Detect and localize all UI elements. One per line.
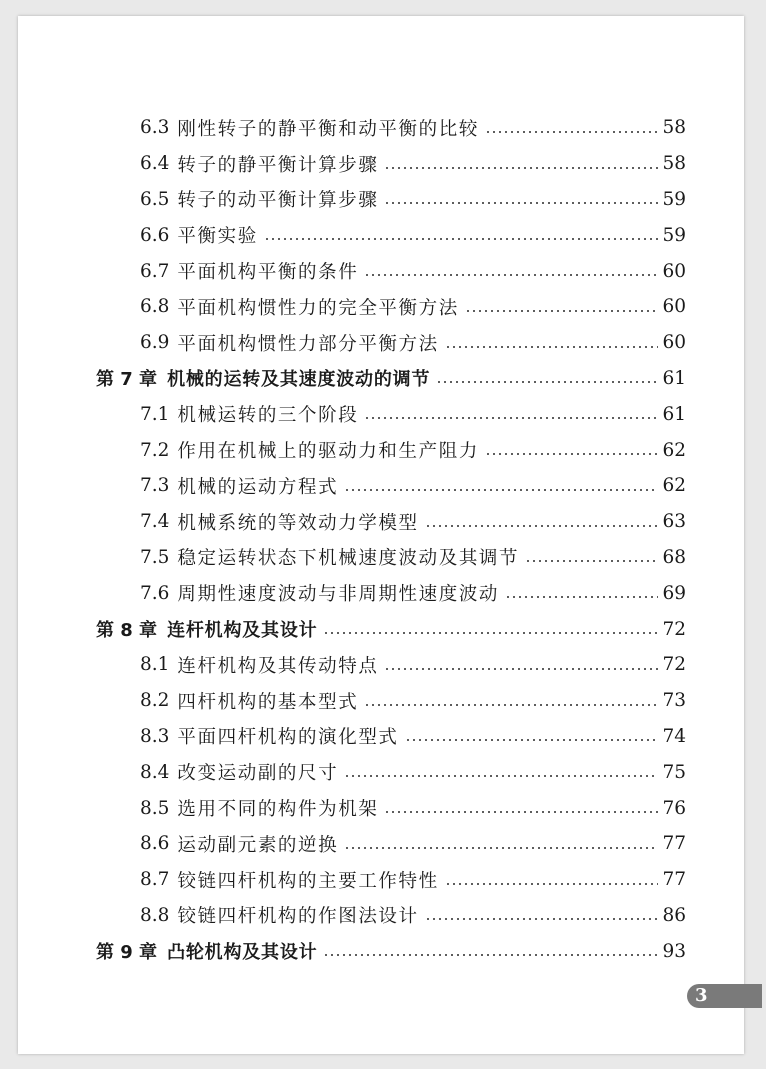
section-title: 刚性转子的静平衡和动平衡的比较 — [177, 118, 479, 140]
toc-section-entry — [96, 253, 686, 289]
toc-section-entry — [96, 504, 686, 540]
toc-section-entry — [96, 325, 686, 361]
page-ref: 61 — [662, 367, 686, 389]
section-title: 周期性速度波动与非周期性速度波动 — [177, 584, 500, 606]
toc-section-entry — [96, 719, 686, 755]
page-ref: 75 — [662, 761, 686, 783]
section-title: 选用不同的构件为机架 — [177, 799, 379, 821]
dot-leader — [436, 381, 658, 383]
page-ref: 93 — [662, 940, 686, 962]
section-title: 转子的动平衡计算步骤 — [177, 190, 379, 212]
section-title: 机械的运动方程式 — [177, 476, 339, 498]
section-title: 运动副元素的逆换 — [177, 834, 339, 856]
chapter-number: 第 7 章 — [96, 369, 158, 391]
section-title: 平面四杆机构的演化型式 — [177, 727, 399, 749]
section-number: 7.3 — [140, 475, 170, 497]
section-number: 7.1 — [140, 403, 170, 425]
page-ref: 62 — [662, 475, 686, 497]
toc-section-entry — [96, 683, 686, 719]
dot-leader — [323, 954, 658, 956]
section-title: 平面机构平衡的条件 — [177, 262, 359, 284]
toc-section-entry — [96, 898, 686, 934]
section-title: 平面机构惯性力部分平衡方法 — [177, 333, 439, 355]
section-number: 6.6 — [140, 224, 170, 246]
section-title: 改变运动副的尺寸 — [177, 763, 339, 785]
dot-leader — [344, 489, 658, 491]
section-number: 7.2 — [140, 439, 170, 461]
dot-leader — [445, 883, 659, 885]
toc-section-entry — [96, 182, 686, 218]
toc-section-entry — [96, 396, 686, 432]
page-ref: 72 — [662, 654, 686, 676]
page-ref: 73 — [662, 690, 686, 712]
section-number: 8.8 — [140, 904, 170, 926]
section-title: 机械系统的等效动力学模型 — [177, 512, 419, 534]
page-ref: 58 — [662, 117, 686, 139]
toc-section-entry — [96, 862, 686, 898]
section-number: 8.7 — [140, 869, 170, 891]
toc-section-entry — [96, 289, 686, 325]
chapter-number: 第 9 章 — [96, 942, 158, 964]
toc-section-entry — [96, 432, 686, 468]
toc-chapter-entry — [96, 933, 686, 969]
section-title: 转子的静平衡计算步骤 — [177, 154, 379, 176]
dot-leader — [525, 560, 658, 562]
page-ref: 61 — [662, 403, 686, 425]
chapter-title: 连杆机构及其设计 — [167, 620, 318, 642]
section-title: 平衡实验 — [177, 226, 258, 248]
section-title: 机械运转的三个阶段 — [177, 405, 359, 427]
toc-section-entry — [96, 468, 686, 504]
dot-leader — [384, 811, 658, 813]
dot-leader — [344, 847, 658, 849]
document-page — [18, 16, 744, 1054]
chapter-title: 凸轮机构及其设计 — [167, 942, 318, 964]
section-title: 作用在机械上的驱动力和生产阻力 — [177, 441, 479, 463]
dot-leader — [384, 202, 658, 204]
page-ref: 60 — [662, 296, 686, 318]
dot-leader — [405, 739, 659, 741]
page-ref: 59 — [662, 188, 686, 210]
dot-leader — [465, 310, 659, 312]
section-number: 8.3 — [140, 725, 170, 747]
section-title: 稳定运转状态下机械速度波动及其调节 — [177, 548, 520, 570]
toc-chapter-entry — [96, 361, 686, 397]
dot-leader — [425, 918, 659, 920]
dot-leader — [485, 453, 659, 455]
page-ref: 74 — [662, 725, 686, 747]
section-title: 铰链四杆机构的作图法设计 — [177, 906, 419, 928]
page-ref: 77 — [662, 833, 686, 855]
section-number: 6.3 — [140, 117, 170, 139]
page-ref: 60 — [662, 332, 686, 354]
dot-leader — [364, 704, 658, 706]
dot-leader — [364, 274, 658, 276]
page-ref: 60 — [662, 260, 686, 282]
dot-leader — [425, 525, 659, 527]
section-number: 8.4 — [140, 761, 170, 783]
toc-chapter-entry — [96, 611, 686, 647]
section-number: 7.6 — [140, 582, 170, 604]
page-ref: 77 — [662, 869, 686, 891]
toc-section-entry — [96, 826, 686, 862]
dot-leader — [323, 632, 658, 634]
toc-section-entry — [96, 647, 686, 683]
page-ref: 58 — [662, 153, 686, 175]
section-title: 铰链四杆机构的主要工作特性 — [177, 870, 439, 892]
toc-section-entry — [96, 146, 686, 182]
page-ref: 62 — [662, 439, 686, 461]
section-number: 7.4 — [140, 511, 170, 533]
toc-section-entry — [96, 217, 686, 253]
page-ref: 63 — [662, 511, 686, 533]
dot-leader — [384, 668, 658, 670]
toc-section-entry — [96, 754, 686, 790]
dot-leader — [445, 346, 659, 348]
page-ref: 69 — [662, 582, 686, 604]
section-number: 8.2 — [140, 690, 170, 712]
section-number: 6.8 — [140, 296, 170, 318]
section-number: 6.5 — [140, 188, 170, 210]
section-number: 6.7 — [140, 260, 170, 282]
page-ref: 76 — [662, 797, 686, 819]
chapter-title: 机械的运转及其速度波动的调节 — [167, 369, 431, 391]
dot-leader — [384, 167, 658, 169]
toc-section-entry — [96, 540, 686, 576]
section-title: 平面机构惯性力的完全平衡方法 — [177, 297, 459, 319]
page-ref: 72 — [662, 618, 686, 640]
toc-section-entry — [96, 575, 686, 611]
section-number: 8.1 — [140, 654, 170, 676]
dot-leader — [264, 238, 659, 240]
section-number: 8.6 — [140, 833, 170, 855]
chapter-number: 第 8 章 — [96, 620, 158, 642]
page-ref: 59 — [662, 224, 686, 246]
page-ref: 86 — [662, 904, 686, 926]
page-number-badge: 3 — [687, 984, 762, 1008]
dot-leader — [344, 775, 658, 777]
table-of-contents — [96, 110, 686, 969]
section-title: 四杆机构的基本型式 — [177, 691, 359, 713]
page-ref: 68 — [662, 546, 686, 568]
section-number: 6.4 — [140, 153, 170, 175]
section-number: 8.5 — [140, 797, 170, 819]
dot-leader — [485, 131, 659, 133]
toc-section-entry — [96, 790, 686, 826]
dot-leader — [364, 417, 658, 419]
dot-leader — [505, 596, 658, 598]
section-title: 连杆机构及其传动特点 — [177, 655, 379, 677]
section-number: 7.5 — [140, 546, 170, 568]
toc-section-entry — [96, 110, 686, 146]
section-number: 6.9 — [140, 332, 170, 354]
